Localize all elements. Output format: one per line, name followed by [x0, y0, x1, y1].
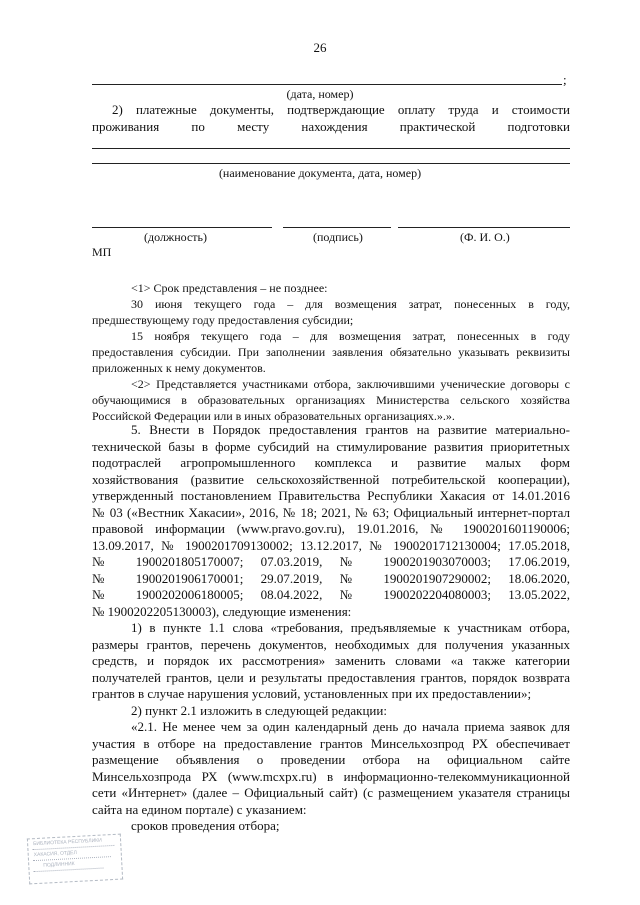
quote-line-0: «2.1. Не менее чем за один календарный день до начала приема заявок для: [131, 719, 570, 734]
s5-line-8: № 1900201805170007; 07.03.2019, № 1900201903070003; 17.06.2019,: [92, 554, 570, 569]
name-line: [398, 227, 570, 228]
archive-stamp: [27, 834, 123, 885]
footnote2-line1: <2> Представляется участниками отбора, заключившими ученические договоры с: [131, 377, 570, 391]
item1-line-3: получателей грантов, цели и результаты предоставления грантов, порядок возврата: [92, 669, 570, 685]
quote-line-4: сети «Интернет» (далее – Официальный сайт) (с размещением указателя страницы: [92, 785, 570, 800]
s5-line-10: № 1900202006180005; 08.04.2022, № 1900202204080003; 13.05.2022,: [92, 587, 570, 602]
date-number-line: [92, 84, 562, 85]
item2-line1: 2) платежные документы, подтверждающие оплату труда и стоимости: [112, 102, 570, 117]
footnote1-a-line2: предшествующему году предоставления субсидии;: [92, 313, 354, 327]
footnote1-a-line1: 30 июня текущего года – для возмещения затрат, понесенных в году,: [131, 297, 570, 311]
item2-line2: проживания по месту нахождения практической подготовки: [92, 119, 570, 134]
caption-date-number: (дата, номер): [286, 87, 354, 101]
last-line: сроков проведения отбора;: [131, 818, 280, 833]
s5-line-2: подотраслей агропромышленного комплекса и развитие малых форм: [92, 455, 570, 470]
s5-line-11: № 1900202205130003), следующие изменения:: [92, 603, 352, 619]
footnote1-b-line3: приложенных к нему документов.: [92, 361, 266, 375]
s5-line-3: хозяйствования (развитие сельскохозяйственной потребительской кооперации),: [92, 471, 570, 487]
caption-doc: (наименование документа, дата, номер): [218, 166, 422, 180]
page-number: 26: [313, 40, 327, 55]
s5-line-0: 5. Внести в Порядок предоставления грантов на развитие материально-: [131, 422, 570, 437]
s5-line-5: № 03 («Вестник Хакасии», 2016, № 18; 2021, № 63; Официальный интернет-портал: [92, 504, 570, 520]
item1-line-0: 1) в пункте 1.1 слова «требования, предъявляемые к участникам отбора,: [131, 620, 570, 635]
mp-label: МП: [92, 245, 112, 259]
stamp-text-3: ПОДЛИННИК: [43, 861, 75, 869]
s5-line-4: утвержденный постановлением Правительства Республики Хакасия от 14.01.2016: [92, 488, 570, 503]
s5-line-6: правовой информации (www.pravo.gov.ru), 19.01.2016, № 1900201601190006;: [92, 521, 570, 536]
item1-line-1: размеры грантов, перечень документов, необходимых для получения указанных: [92, 636, 570, 652]
item1-line-4: грантов в случае нарушения условий, установленных при их предоставлении»;: [92, 686, 532, 701]
quote-line-3: Минсельхозпрода РХ (www.mcxpx.ru) в информационно-телекоммуникационной: [92, 768, 570, 784]
item1-line-2: средств, и порядок их рассмотрения» заменить словами «а также категории: [92, 653, 570, 668]
caption-fio: (Ф. И. О.): [460, 230, 510, 244]
semicolon: ;: [563, 72, 567, 87]
stamp-text-1: БИБЛИОТЕКА РЕСПУБЛИКИ: [33, 837, 102, 848]
footnote1-title: <1> Срок представления – не позднее:: [131, 281, 328, 295]
s5-line-9: № 1900201906170001; 29.07.2019, № 1900201907290002; 18.06.2020,: [92, 570, 570, 586]
caption-position: (должность): [144, 230, 207, 244]
doc-line-2: [92, 163, 570, 164]
quote-line-2: размещение объявления о проведении отбора на официальном сайте: [92, 752, 570, 767]
footnote2-line3: Российской Федерации или в иных образовательных организациях.».».: [92, 409, 455, 423]
stamp-text-2: ХАКАСИЯ, ОТДЕЛ: [33, 849, 78, 859]
footnote2-line2: обучающимися в образовательных организациях Министерства сельского хозяйства: [92, 393, 570, 407]
quote-line-1: участия в отборе на предоставление грантов Минсельхозпрод РХ обеспечивает: [92, 735, 570, 751]
item2-line: 2) пункт 2.1 изложить в следующей редакции:: [131, 702, 387, 718]
position-line: [92, 227, 272, 228]
caption-signature: (подпись): [313, 230, 363, 244]
quote-line-5: сайта на едином портале) с указанием:: [92, 801, 307, 817]
footnote1-b-line2: предоставления субсидии. При заполнении заявления обязательно указывать реквизиты: [92, 345, 570, 359]
signature-line: [283, 227, 391, 228]
s5-line-1: технической базы в форме субсидий на стимулирование развития приоритетных: [92, 438, 570, 454]
footnote1-b-line1: 15 ноября текущего года – для возмещения затрат, понесенных в году: [131, 329, 570, 343]
doc-line-1: [92, 148, 570, 149]
s5-line-7: 13.09.2017, № 1900201709130002; 13.12.2017, № 1900201712130004; 17.05.2018,: [92, 537, 570, 553]
